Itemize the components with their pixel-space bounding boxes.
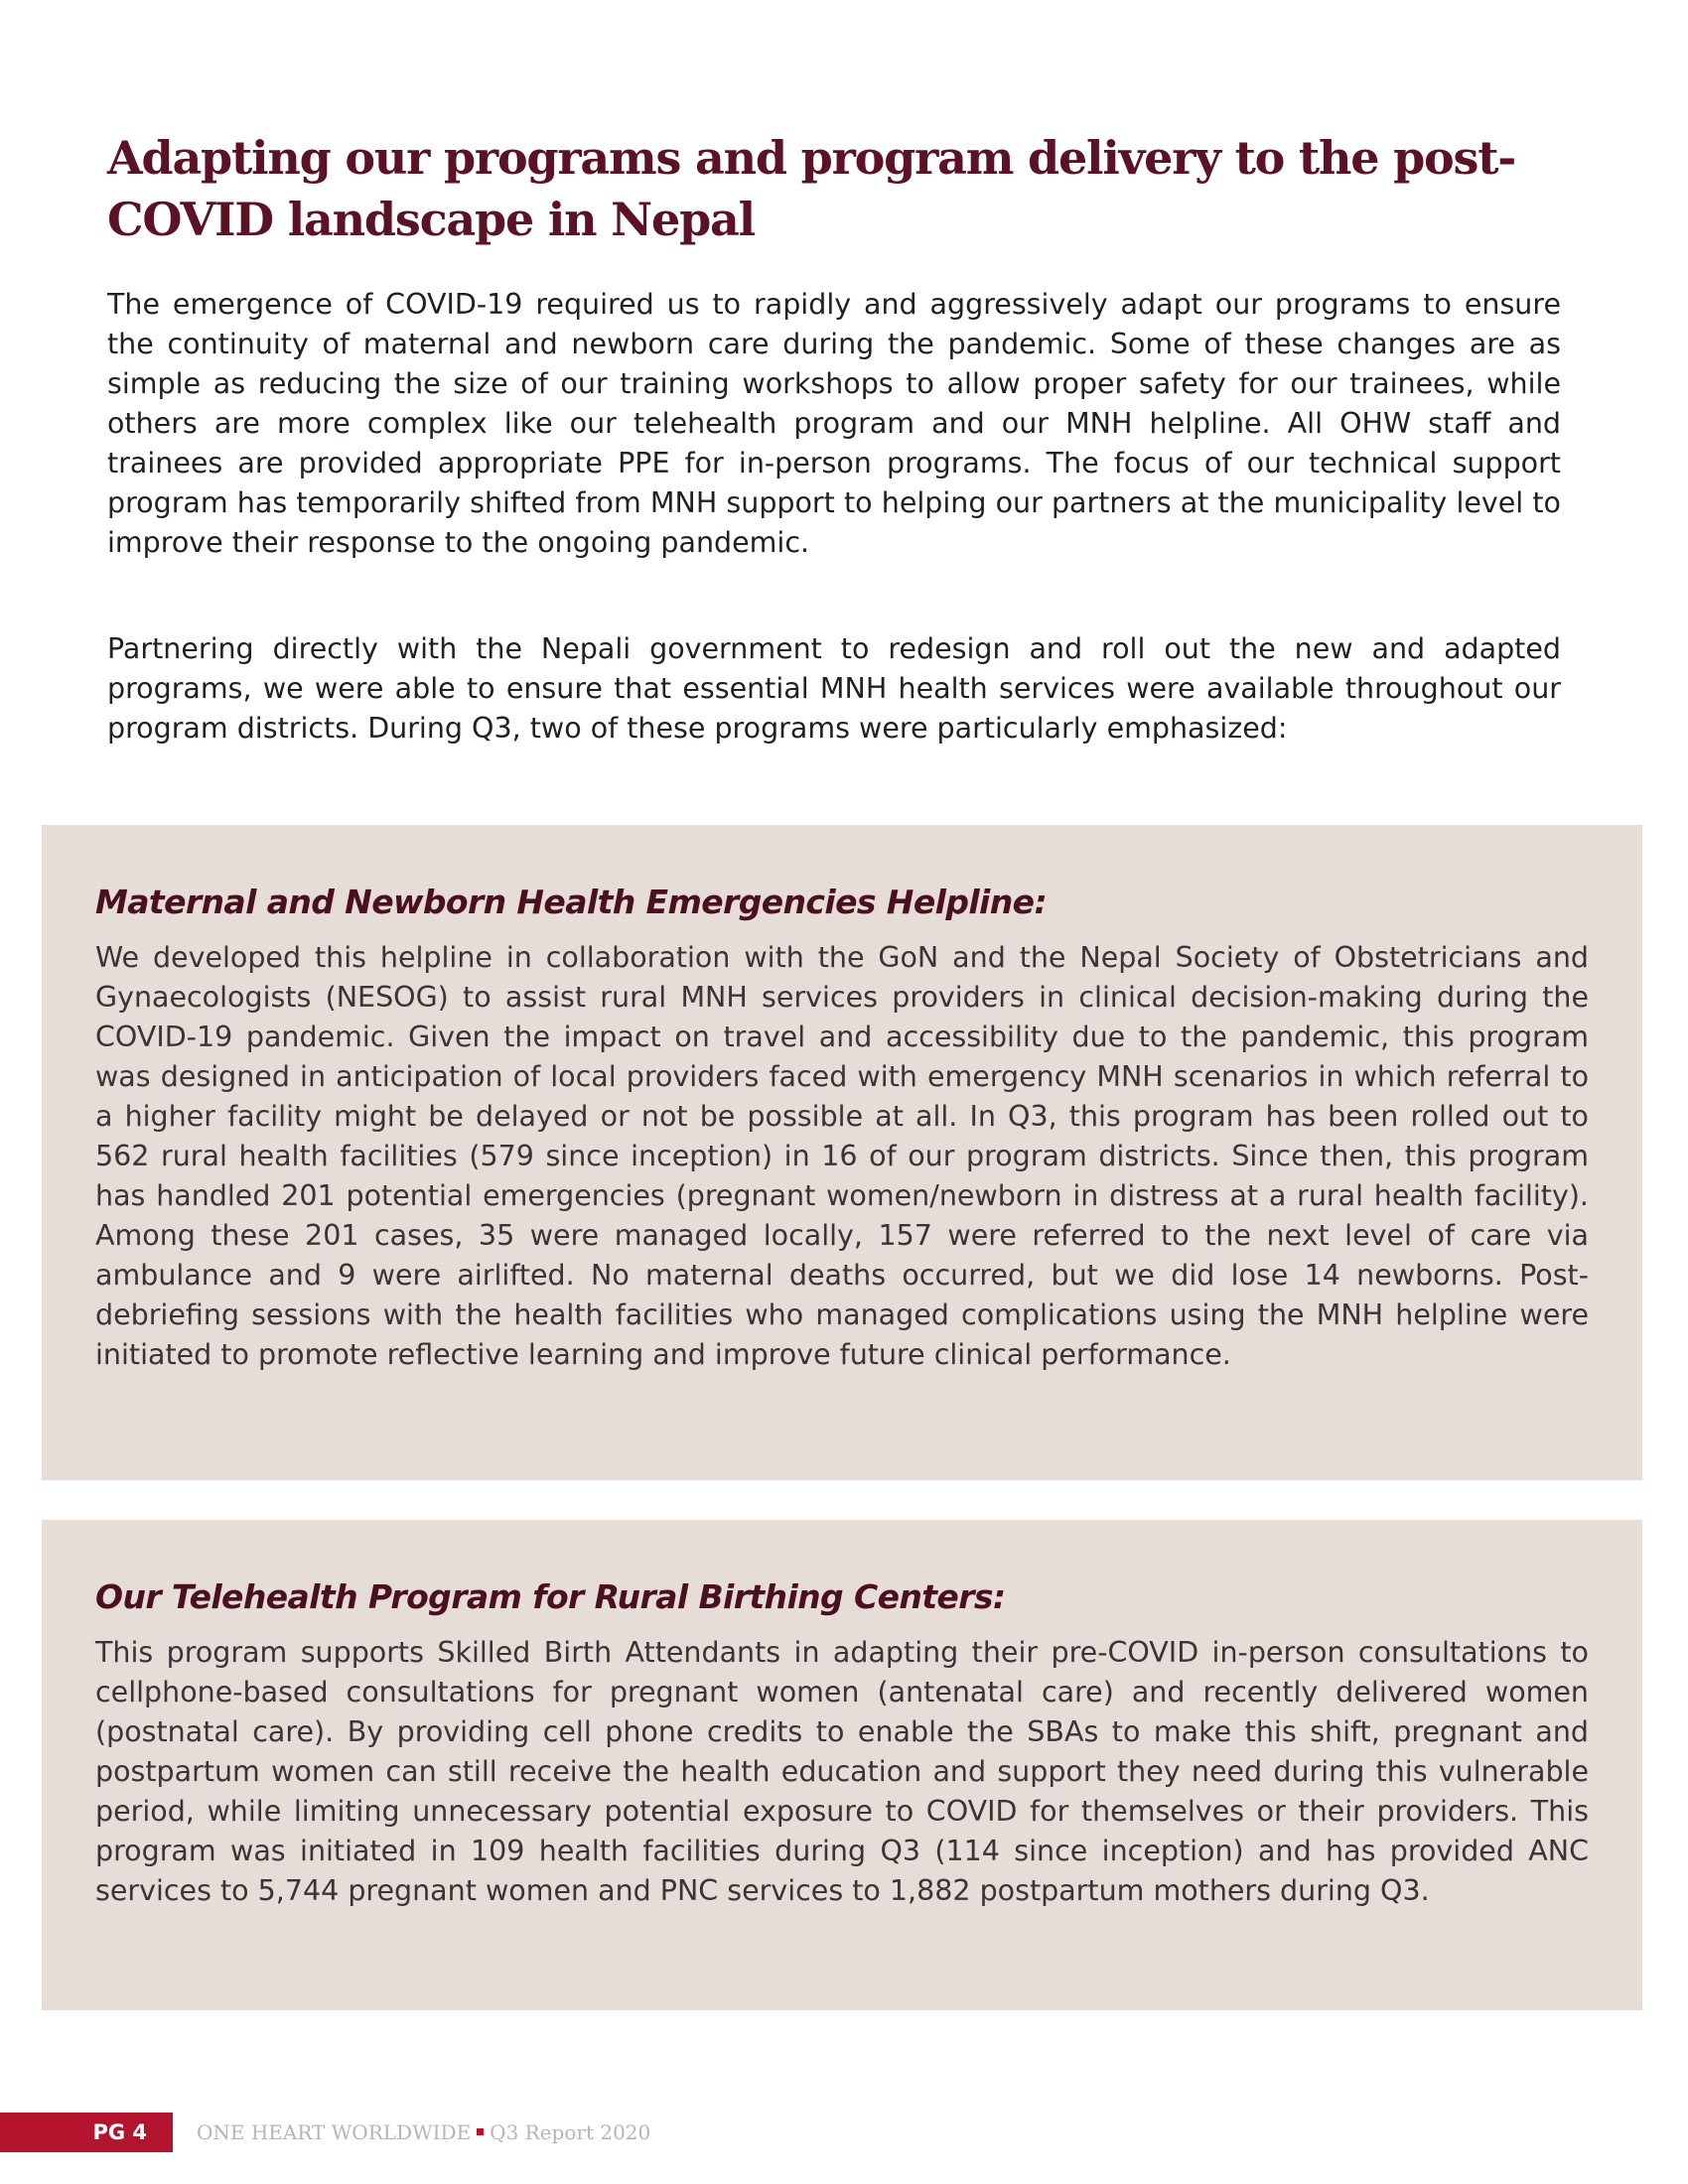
footer-organization: ONE HEART WORLDWIDE — [197, 2120, 472, 2144]
helpline-heading: Maternal and Newborn Health Emergencies Helpline: — [95, 883, 1048, 921]
helpline-body: We developed this helpline in collaboration with the GoN and the Nepal Society of Obstetricians and Gynaecologists (NESOG) to assist rural MNH services providers in clinical decision-making during the COVID-19 pandemic. Given the impact on travel and accessibility due to the pandemic, this program was designed in anticipation of local providers faced with emergency MNH scenarios in which referral to a higher facility might be delayed or not be possible at all. In Q3, this program has been rolled out to 562 rural health facilities (579 since inception) in 16 of our program districts. Since then, this program has handled 201 potential emergencies (pregnant women/newborn in distress at a rural health facility). Among these 201 cases, 35 were managed locally, 157 were referred to the next level of care via ambulance and 9 were airlifted. No maternal deaths occurred, but we did lose 14 newborns. Post-debriefing sessions with the health facilities who managed complications using the MNH helpline were initiated to promote reflective learning and improve future clinical performance. — [95, 941, 1589, 1371]
page-footer — [0, 2113, 993, 2152]
helpline-callout — [42, 825, 1642, 1480]
square-bullet-icon — [477, 2128, 484, 2135]
page-title: Adapting our programs and program delivery to the post-COVID landscape in Nepal — [107, 131, 1516, 246]
footer-caption — [197, 2113, 650, 2152]
telehealth-callout — [42, 1520, 1642, 2010]
intro-paragraph-2: Partnering directly with the Nepali government to redesign and roll out the new and adapted programs, we were able to ensure that essential MNH health services were available throughout our program districts. During Q3, two of these programs were particularly emphasized: — [107, 632, 1561, 745]
footer-report: Q3 Report 2020 — [490, 2120, 651, 2144]
page-number-badge: PG 4 — [0, 2113, 173, 2152]
telehealth-heading: Our Telehealth Program for Rural Birthing Centers: — [95, 1577, 1006, 1616]
telehealth-body: This program supports Skilled Birth Attendants in adapting their pre-COVID in-person consultations to cellphone-based consultations for pregnant women (antenatal care) and recently delivered women (postnatal care). By providing cell phone credits to enable the SBAs to make this shift, pregnant and postpartum women can still receive the health education and support they need during this vulnerable period, while limiting unnecessary potential exposure to COVID for themselves or their providers. This program was initiated in 109 health facilities during Q3 (114 since inception) and has provided ANC services to 5,744 pregnant women and PNC services to 1,882 postpartum mothers during Q3. — [95, 1636, 1589, 1907]
intro-paragraph-1: The emergence of COVID-19 required us to rapidly and aggressively adapt our programs to ensure the continuity of maternal and newborn care during the pandemic. Some of these changes are as simple as reducing the size of our training workshops to allow proper safety for our trainees, while others are more complex like our telehealth program and our MNH helpline. All OHW staff and trainees are provided appropriate PPE for in-person programs. The focus of our technical support program has temporarily shifted from MNH support to helping our partners at the municipality level to improve their response to the ongoing pandemic. — [107, 288, 1561, 559]
